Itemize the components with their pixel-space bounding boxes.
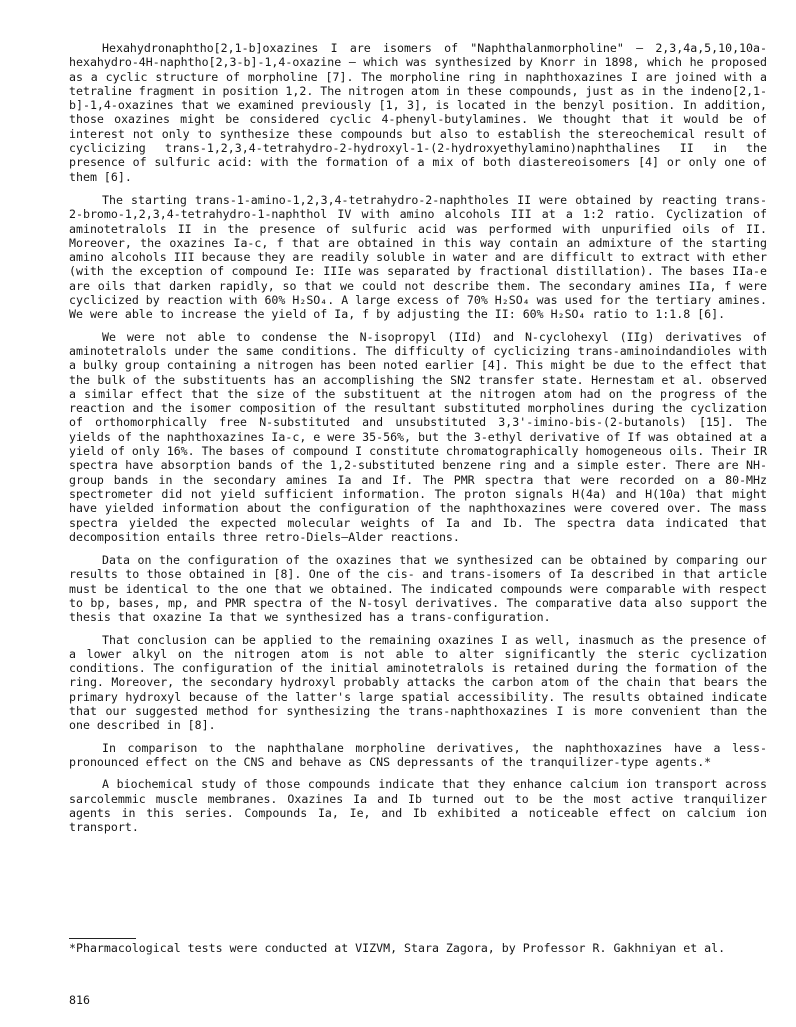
paragraph-1: Hexahydronaphtho[2,1-b]oxazines I are isomers of "Naphthalanmorpholine" — 2,3,4a,5,10,10a-hexahydro-4H-naphtho[2,3-b]-1,4-oxazine — which was synthesized by Knorr in 1898, which he proposed as a cyclic structure of morpholine [7]. The morpholine ring in naphthoxazines I are joined with a tetraline fragment in position 1,2. The nitrogen atom in these compounds, just as in the indeno[2,1-b]-1,4-oxazines that we examined previously [1, 3], is located in the benzyl position. In addition, those oxazines might be considered cyclic 4-phenyl-butylamines. We thought that it would be of interest not only to synthesize these compounds but also to establish the stereochemical result of cyclicizing trans-1,2,3,4-tetrahydro-2-hydroxyl-1-(2-hydroxyethylamino)naphthalines II in the presence of sulfuric acid: with the formation of a mix of both diastereoisomers [4] or only one of them [6].: [69, 41, 768, 184]
page-number: 816: [69, 993, 90, 1007]
paragraph-6: In comparison to the naphthalane morpholine derivatives, the naphthoxazines have a less-pronounced effect on the CNS and behave as CNS depressants of the tranquilizer-type agents.*: [69, 740, 767, 769]
paragraph-7: A biochemical study of those compounds indicate that they enhance calcium ion transport across sarcolemmic muscle membranes. Oxazines Ia and Ib turned out to be the most active tranquilizer agents in this series. Compounds Ia, Ie, and Ib exhibited a noticeable effect on calcium ion transport.: [69, 777, 767, 835]
paragraph-4: Data on the configuration of the oxazines that we synthesized can be obtained by comparing our results to those obtained in [8]. One of the cis- and trans-isomers of Ia described in that article must be identical to the one that we obtained. The indicated compounds were comparable with respect to bp, bases, mp, and PMR spectra of the N-tosyl derivatives. The comparative data also support the thesis that oxazine Ia that we synthesized has a trans-configuration.: [69, 553, 767, 625]
paragraph-5: That conclusion can be applied to the remaining oxazines I as well, inasmuch as the presence of a lower alkyl on the nitrogen atom is not able to alter significantly the steric cyclization conditions. The configuration of the initial aminotetralols is retained during the formation of the ring. Moreover, the secondary hydroxyl probably attacks the carbon atom of the chain that bears the primary hydroxyl because of the latter's large spatial accessibility. The results obtained indicate that our suggested method for synthesizing the trans-naphthoxazines I is more convenient than the one described in [8].: [69, 632, 767, 733]
paragraph-2: The starting trans-1-amino-1,2,3,4-tetrahydro-2-naphtholes II were obtained by reacting trans-2-bromo-1,2,3,4-tetrahydro-1-naphthol IV with amino alcohols III at a 1:2 ratio. Cyclization of aminotetralols II in the presence of sulfuric acid was performed with unpurified oils of II. Moreover, the oxazines Ia-c, f that are obtained in this way contain an admixture of the starting amino alcohols III because they are readily soluble in water and are difficult to extract with ether (with the exception of compound Ie: IIIe was separated by fractional distillation). The bases IIa-e are oils that darken rapidly, so that we could not describe them. The secondary amines IIa, f were cyclicized by reaction with 60% H₂SO₄. A large excess of 70% H₂SO₄ was used for the tertiary amines. We were able to increase the yield of Ia, f by adjusting the II: 60% H₂SO₄ ratio to 1:1.8 [6].: [69, 192, 768, 322]
footnote-divider: [69, 938, 136, 939]
footnote: *Pharmacological tests were conducted at VIZVM, Stara Zagora, by Professor R. Gakhniyan et al.: [69, 941, 726, 955]
body-text: [69, 41, 767, 842]
paragraph-3: We were not able to condense the N-isopropyl (IId) and N-cyclohexyl (IIg) derivatives of aminotetralols under the same conditions. The difficulty of cyclicizing trans-aminoindandioles with a bulky group containing a nitrogen has been noted earlier [4]. This might be due to the effect that the bulk of the substituents has an accomplishing the SN2 transfer state. Hernestam et al. observed a similar effect that the size of the substituent at the nitrogen atom had on the progress of the reaction and the isomer composition of the resultant substituted morpholines during the cyclization of orthomorphically free N-substituted and unsubstituted 3,3'-imino-bis-(2-butanols) [15]. The yields of the naphthoxazines Ia-c, e were 35-56%, but the 3-ethyl derivative of If was obtained at a yield of only 16%. The bases of compound I constitute chromatographically homogeneous oils. Their IR spectra have absorption bands of the 1,2-substituted benzene ring and a simple ester. There are NH-group bands in the secondary amines Ia and If. The PMR spectra that were recorded on a 80-MHz spectrometer did not yield sufficient information. The proton signals H(4a) and H(10a) that might have yielded information about the configuration of the naphthoxazines were covered over. The mass spectra yielded the expected molecular weights of Ia and Ib. The spectra data indicated that decomposition entails three retro-Diels—Alder reactions.: [69, 329, 768, 544]
